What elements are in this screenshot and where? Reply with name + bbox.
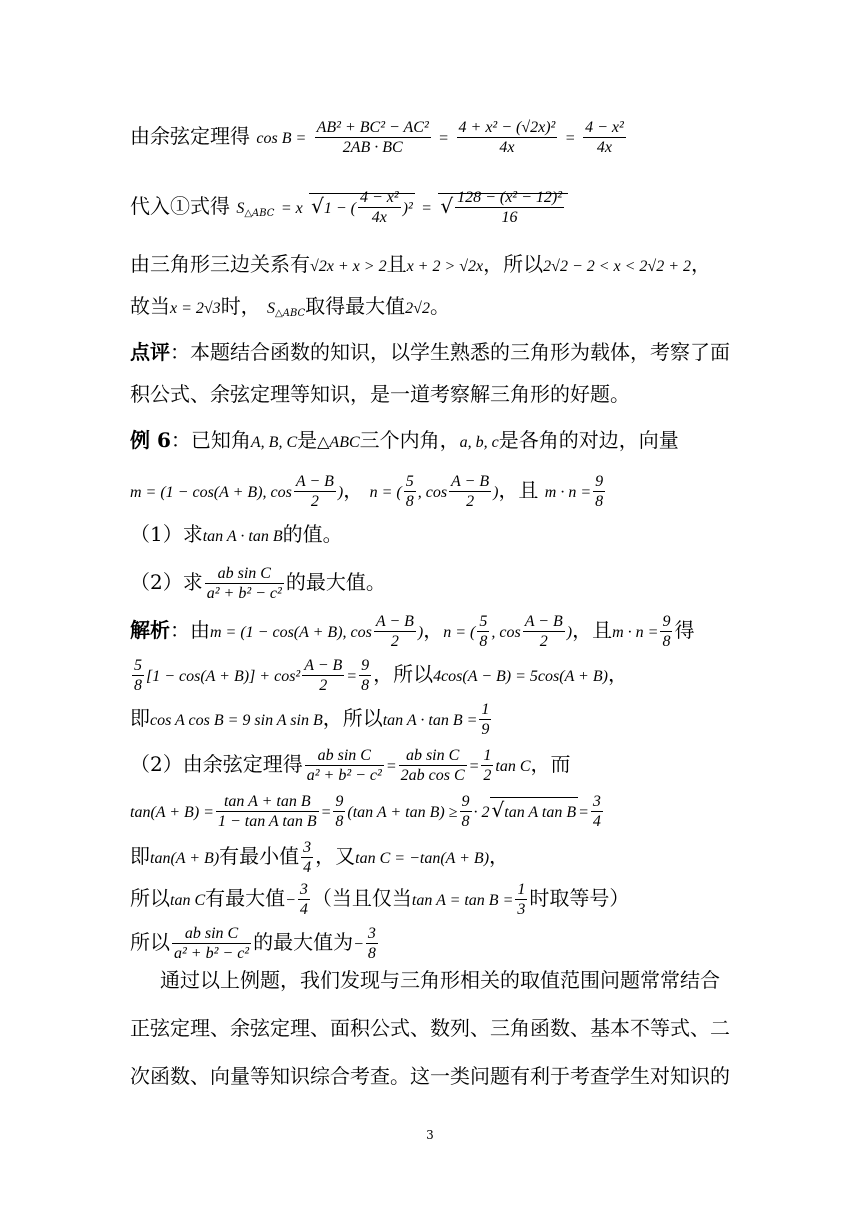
denominator: 4x bbox=[499, 139, 515, 156]
numerator: ab sin C bbox=[305, 746, 384, 766]
numerator: 5 bbox=[405, 473, 414, 490]
question-2 bbox=[130, 564, 386, 603]
denominator: 8 bbox=[461, 813, 470, 830]
solution-line-4 bbox=[130, 746, 571, 785]
fraction bbox=[399, 746, 467, 785]
numerator: 1 bbox=[483, 747, 492, 764]
math: 2√2 − 2 < x < 2√2 + 2 bbox=[543, 258, 692, 275]
denominator: a² + b² − c² bbox=[206, 585, 282, 602]
math: tan A · tan B = bbox=[382, 712, 478, 729]
text: 。 bbox=[429, 294, 450, 318]
text: 的最大值为 bbox=[253, 930, 354, 954]
math: tan(A + B) bbox=[150, 850, 220, 867]
math: x = 2√3 bbox=[170, 300, 221, 317]
question-1 bbox=[130, 522, 343, 549]
fraction bbox=[460, 792, 472, 831]
math: ) bbox=[493, 484, 499, 501]
numerator: AB² + BC² − AC² bbox=[316, 119, 429, 136]
math: x + 2 > √2x bbox=[406, 258, 484, 275]
subscript: △ABC bbox=[244, 208, 275, 219]
fraction bbox=[404, 472, 416, 511]
text: 是 bbox=[297, 428, 318, 452]
text: （2）由余弦定理得 bbox=[130, 752, 303, 776]
text: 三个内角， bbox=[359, 428, 460, 452]
math: = x bbox=[280, 200, 303, 217]
max-area-line bbox=[130, 294, 450, 326]
math: )² bbox=[402, 200, 413, 217]
text: ， bbox=[691, 252, 712, 276]
numerator: 9 bbox=[662, 613, 671, 630]
numerator: 4 + x² − (√2x)² bbox=[458, 119, 556, 136]
text: 由余弦定理得 bbox=[130, 124, 250, 148]
denominator: 2 bbox=[483, 767, 492, 784]
numerator: 9 bbox=[335, 793, 344, 810]
denominator: 8 bbox=[361, 677, 370, 694]
text: ：由 bbox=[170, 618, 210, 642]
numerator: 128 − (x² − 12)² bbox=[457, 189, 563, 206]
fraction bbox=[302, 656, 344, 695]
radical: √tan A tan B bbox=[491, 798, 577, 822]
denominator: 4x bbox=[596, 139, 612, 156]
text: 即 bbox=[130, 844, 150, 868]
subscript: △ABC bbox=[275, 308, 306, 319]
text: 的最大值。 bbox=[285, 570, 386, 594]
example-6-vectors bbox=[130, 472, 607, 511]
text: ， bbox=[343, 478, 364, 502]
fraction bbox=[374, 612, 416, 651]
numerator: A − B bbox=[295, 473, 334, 490]
text: 代入①式得 bbox=[130, 194, 230, 218]
fraction bbox=[301, 838, 313, 877]
math: = bbox=[346, 668, 358, 685]
fraction bbox=[591, 792, 603, 831]
radical: √ $\frac{\text{128 − (x² − 12)²}}{16}$ bbox=[438, 193, 568, 218]
fraction bbox=[298, 880, 310, 919]
math: a, b, c bbox=[459, 434, 499, 451]
denominator: 2 bbox=[310, 493, 319, 510]
denominator: 2 bbox=[539, 633, 548, 650]
math: m · n = bbox=[544, 484, 592, 501]
text: ， bbox=[423, 618, 444, 642]
fraction bbox=[205, 564, 284, 603]
math: ) bbox=[566, 624, 573, 641]
fraction bbox=[481, 746, 493, 785]
denominator: 8 bbox=[405, 493, 414, 510]
math: 4cos(A − B) = 5cos(A + B) bbox=[433, 668, 608, 685]
numerator: A − B bbox=[451, 473, 490, 490]
text: ，且 bbox=[572, 618, 613, 642]
solution-line-6 bbox=[130, 838, 509, 877]
math: , cos bbox=[417, 484, 448, 501]
numerator: 9 bbox=[595, 473, 604, 490]
solution-label: 解析 bbox=[130, 618, 170, 642]
area-line bbox=[130, 188, 568, 227]
numerator: 1 bbox=[481, 701, 490, 718]
triangle-inequality-line bbox=[130, 252, 711, 279]
text: 时取等号） bbox=[529, 886, 630, 910]
text: 所以 bbox=[130, 930, 170, 954]
math: △ABC bbox=[317, 434, 360, 451]
math: tan A tan B bbox=[504, 804, 577, 821]
text: 的值。 bbox=[282, 522, 343, 546]
text: ，而 bbox=[530, 752, 571, 776]
numerator: tan A + tan B bbox=[216, 792, 319, 812]
conclusion-line-3 bbox=[130, 1064, 730, 1088]
fraction bbox=[455, 188, 564, 227]
math: A, B, C bbox=[250, 434, 298, 451]
fraction bbox=[333, 792, 345, 831]
math: √2x + x > 2 bbox=[310, 258, 387, 275]
denominator: 2 bbox=[319, 677, 328, 694]
text: ，所以 bbox=[373, 662, 434, 686]
numerator: ab sin C bbox=[172, 924, 251, 944]
text: ，所以 bbox=[483, 252, 544, 276]
solution-line-7 bbox=[130, 880, 629, 919]
denominator: 8 bbox=[595, 493, 604, 510]
math: m = (1 − cos(A + B), cos bbox=[130, 484, 292, 501]
math: − bbox=[285, 892, 296, 909]
text: ，且 bbox=[498, 478, 539, 502]
numerator: 4 − x² bbox=[585, 119, 624, 136]
math: n = ( bbox=[443, 624, 476, 641]
denominator: 2AB · BC bbox=[342, 139, 403, 156]
math: 2√2 bbox=[405, 300, 430, 317]
page-number: 3 bbox=[426, 1128, 434, 1142]
math: tan A · tan B bbox=[202, 528, 283, 545]
numerator: ab sin C bbox=[205, 564, 284, 584]
math: − bbox=[353, 936, 364, 953]
numerator: ab sin C bbox=[399, 746, 467, 766]
text: ， bbox=[607, 662, 628, 686]
denominator: 8 bbox=[134, 677, 142, 694]
text: 是各角的对边，向量 bbox=[498, 428, 679, 452]
denominator: 9 bbox=[481, 721, 490, 738]
text: ：本题结合函数的知识，以学生熟悉的三角形为载体，考察了面 bbox=[170, 340, 730, 364]
text: 且 bbox=[386, 252, 407, 276]
fraction bbox=[132, 656, 144, 695]
denominator: 2 bbox=[390, 633, 399, 650]
math: = bbox=[578, 804, 589, 821]
text: 有最大值 bbox=[205, 886, 286, 910]
numerator: 3 bbox=[303, 839, 312, 856]
math: cos B = bbox=[256, 130, 307, 147]
fraction bbox=[523, 612, 565, 651]
math: [1 − cos(A + B)] + cos² bbox=[146, 668, 301, 685]
text: ， bbox=[489, 844, 510, 868]
math: (tan A + tan B) ≥ bbox=[347, 804, 458, 821]
text: 时， bbox=[220, 294, 261, 318]
denominator: 8 bbox=[335, 813, 344, 830]
math: = bbox=[385, 758, 397, 775]
denominator: 3 bbox=[517, 901, 526, 918]
fraction bbox=[172, 924, 251, 963]
text: 由三角形三边关系有 bbox=[130, 252, 310, 276]
conclusion-line-1 bbox=[160, 968, 720, 992]
math: ) bbox=[337, 484, 344, 501]
text: ，所以 bbox=[322, 706, 383, 730]
numerator: A − B bbox=[375, 613, 414, 630]
text: 正弦定理、余弦定理、面积公式、数列、三角函数、基本不等式、二 bbox=[130, 1016, 730, 1040]
fraction bbox=[515, 880, 527, 919]
numerator: 4 − x² bbox=[359, 189, 399, 206]
math: = bbox=[421, 200, 432, 217]
solution-line-3 bbox=[130, 700, 493, 739]
text: （当且仅当 bbox=[311, 886, 412, 910]
numerator: 3 bbox=[592, 793, 601, 810]
numerator: 5 bbox=[134, 657, 142, 674]
numerator: 1 bbox=[517, 881, 526, 898]
denominator: 2 bbox=[466, 493, 475, 510]
text: （2）求 bbox=[130, 570, 203, 594]
denominator: 4 bbox=[299, 901, 308, 918]
numerator: A − B bbox=[524, 613, 563, 630]
solution-line-5 bbox=[130, 792, 605, 831]
text: 得 bbox=[674, 618, 695, 642]
fraction bbox=[479, 700, 491, 739]
denominator: 8 bbox=[367, 945, 376, 962]
fraction bbox=[660, 612, 672, 651]
denominator: 4 bbox=[303, 859, 312, 876]
fraction bbox=[366, 924, 378, 963]
math: = bbox=[320, 804, 332, 821]
solution-line-2 bbox=[130, 656, 628, 695]
denominator: 4 bbox=[592, 813, 601, 830]
fraction bbox=[593, 472, 605, 511]
math: tan(A + B) = bbox=[130, 804, 214, 821]
example-6-title bbox=[130, 428, 679, 455]
math: n = ( bbox=[369, 484, 402, 501]
text: 次函数、向量等知识综合考查。这一类问题有利于考查学生对知识的 bbox=[130, 1064, 730, 1088]
math: S bbox=[267, 300, 276, 317]
comment-label: 点评 bbox=[130, 340, 170, 364]
text: 即 bbox=[130, 706, 150, 730]
math: m = (1 − cos(A + B), cos bbox=[210, 624, 372, 641]
fraction bbox=[457, 118, 558, 157]
math: · 2 bbox=[473, 804, 490, 821]
text: 通过以上例题，我们发现与三角形相关的取值范围问题常常结合 bbox=[160, 968, 720, 992]
fraction bbox=[583, 118, 626, 157]
text: ：已知角 bbox=[170, 428, 251, 452]
denominator: a² + b² − c² bbox=[174, 945, 250, 962]
math: tan C = −tan(A + B) bbox=[355, 850, 490, 867]
fraction bbox=[305, 746, 384, 785]
text: 积公式、余弦定理等知识，是一道考察解三角形的好题。 bbox=[130, 382, 630, 406]
numerator: 9 bbox=[361, 657, 370, 674]
denominator: 2ab cos C bbox=[400, 767, 465, 784]
numerator: 3 bbox=[299, 881, 308, 898]
conclusion-line-2 bbox=[130, 1016, 730, 1040]
comment-line-2 bbox=[130, 382, 630, 406]
math: tan C bbox=[495, 758, 531, 775]
text: 取得最大值 bbox=[305, 294, 406, 318]
math: m · n = bbox=[612, 624, 659, 641]
numerator: 9 bbox=[461, 793, 470, 810]
denominator: 8 bbox=[662, 633, 671, 650]
fraction bbox=[315, 118, 431, 157]
math: cos A cos B = 9 sin A sin B bbox=[150, 712, 323, 729]
denominator: 8 bbox=[479, 633, 488, 650]
math: , cos bbox=[491, 624, 521, 641]
denominator: 16 bbox=[501, 209, 518, 226]
numerator: 5 bbox=[479, 613, 488, 630]
fraction bbox=[216, 792, 319, 831]
solution-line-8 bbox=[130, 924, 380, 963]
denominator: a² + b² − c² bbox=[306, 767, 382, 784]
math: tan C bbox=[170, 892, 206, 909]
fraction bbox=[359, 656, 371, 695]
math: tan A = tan B = bbox=[411, 892, 514, 909]
text: ，又 bbox=[315, 844, 356, 868]
fraction bbox=[449, 472, 491, 511]
fraction bbox=[294, 472, 336, 511]
text: （1）求 bbox=[130, 522, 203, 546]
text: 有最小值 bbox=[219, 844, 300, 868]
math: = bbox=[468, 758, 480, 775]
comment-line-1 bbox=[130, 340, 730, 364]
cosine-law-line: 由余弦定理得 cos B = $\frac{\text{AB² + BC² − AC²}}{2AB \cdot BC}$ = $\frac{\text{4 + x² − (√2x)²}}{4x}$ = $\frac{\text{4 − x²}}{4x}$ bbox=[130, 119, 624, 156]
fraction bbox=[477, 612, 489, 651]
fraction bbox=[358, 188, 401, 227]
text: 所以 bbox=[130, 886, 170, 910]
math: S bbox=[236, 200, 245, 217]
denominator: 1 − tan A tan B bbox=[217, 813, 317, 830]
math: ) bbox=[417, 624, 424, 641]
solution-line-1 bbox=[130, 612, 694, 651]
numerator: A − B bbox=[304, 657, 343, 674]
denominator: 4x bbox=[371, 209, 387, 226]
numerator: 3 bbox=[367, 925, 376, 942]
example-label: 例 6 bbox=[130, 428, 171, 452]
radical: √1 − ( $\frac{\text{4 − x²}}{4x}$ )² bbox=[311, 189, 413, 226]
math: 1 − ( bbox=[323, 200, 356, 217]
text: 故当 bbox=[130, 294, 170, 318]
